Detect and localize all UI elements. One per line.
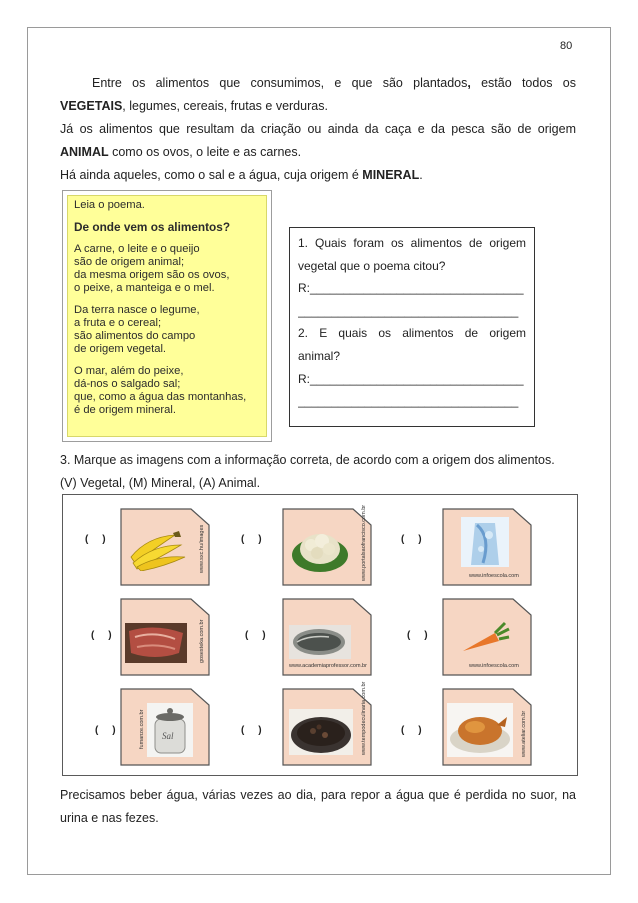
intro-text: Há ainda aqueles, como o sal e a água, cuja origem é	[60, 168, 363, 182]
intro-text: .	[419, 168, 423, 182]
question-1-line-2: vegetal que o poema citou?	[298, 258, 446, 273]
food-card	[441, 507, 533, 587]
food-item-chicken	[401, 687, 561, 773]
poem-content	[67, 195, 267, 437]
cauliflower-image	[291, 525, 349, 573]
image-source: www.tempodeculinaria.com.br	[361, 681, 367, 755]
bananas-image	[127, 527, 187, 571]
poem-box	[62, 190, 272, 442]
image-source: www.infoescola.com	[469, 573, 519, 579]
image-source: www.portalsaofrancisco.com.br	[361, 504, 367, 581]
answer-checkbox[interactable]: ( )	[91, 630, 112, 641]
question-2-line-2: animal?	[298, 348, 341, 363]
poem-line: A carne, o leite e o queijo	[74, 243, 200, 255]
food-item-cauliflower	[241, 504, 401, 593]
food-card	[441, 597, 533, 677]
beans-image	[289, 709, 353, 755]
image-source: www.academiaprofessor.com.br	[289, 663, 367, 669]
food-item-water	[401, 507, 561, 593]
image-source: www.infoescola.com	[469, 663, 519, 669]
answer-2-blank[interactable]: _________________________________	[298, 394, 519, 409]
image-source: fumanze.com.br	[139, 709, 145, 749]
answer-line: ________________________________	[310, 281, 524, 296]
answer-1-blank[interactable]: _________________________________	[298, 303, 519, 318]
poem-line: de origem vegetal.	[74, 343, 167, 355]
animal-keyword: ANIMAL	[60, 145, 109, 159]
intro-line-2	[60, 95, 576, 118]
answer-checkbox[interactable]: ( )	[241, 534, 262, 545]
food-item-meat	[81, 597, 241, 683]
answer-checkbox[interactable]: ( )	[241, 725, 262, 736]
intro-text: Já os alimentos que resultam da criação ou ainda da caça e da pesca são de origem	[60, 122, 576, 136]
image-source: www.ateliar.com.br	[521, 710, 527, 757]
poem-title: De onde vem os alimentos?	[74, 220, 231, 234]
intro-comma: ,	[467, 76, 471, 90]
answer-checkbox[interactable]: ( )	[85, 534, 106, 545]
intro-line-4	[60, 141, 576, 164]
answer-prefix: R:	[298, 371, 310, 386]
food-images-panel	[62, 494, 578, 776]
question-1-line-1: 1. Quais foram os alimentos de origem	[298, 236, 526, 250]
answer-checkbox[interactable]: ( )	[95, 725, 116, 736]
water-image	[461, 517, 509, 567]
poem-line: são alimentos do campo	[74, 330, 196, 342]
meat-image	[125, 623, 187, 663]
food-card	[441, 687, 533, 767]
closing-line-1: Precisamos beber água, várias vezes ao dia, para repor a água que é perdida no suor, na	[60, 788, 576, 802]
poem-line: O mar, além do peixe,	[74, 365, 184, 377]
answer-checkbox[interactable]: ( )	[245, 630, 266, 641]
poem-line: da mesma origem são os ovos,	[74, 269, 230, 281]
food-item-beans	[241, 681, 401, 773]
fish-image	[289, 625, 351, 659]
closing-line-2: urina e nas fezes.	[60, 811, 159, 825]
answer-prefix: R:	[298, 281, 310, 296]
intro-text: estão todos os	[470, 76, 576, 90]
intro-line-3	[60, 118, 576, 141]
vegetais-keyword: VEGETAIS	[60, 99, 123, 113]
intro-text: como os ovos, o leite e as carnes.	[108, 145, 302, 159]
intro-line-5	[60, 164, 576, 187]
poem-line: a fruta e o cereal;	[74, 317, 162, 329]
intro-text: , legumes, cereais, frutas e verduras.	[122, 99, 328, 113]
answer-2-field[interactable]	[298, 368, 526, 391]
food-item-bananas	[81, 507, 241, 593]
poem-lead: Leia o poema.	[74, 199, 145, 211]
poem-line: o peixe, a manteiga e o mel.	[74, 282, 215, 294]
salt-label: Sal	[162, 731, 174, 741]
food-item-salt	[81, 687, 241, 773]
mineral-keyword: MINERAL	[362, 168, 420, 182]
food-card	[119, 507, 211, 587]
food-card	[281, 681, 373, 767]
poem-line: é de origem mineral.	[74, 404, 176, 416]
poem-line: que, como a água das montanhas,	[74, 391, 247, 403]
carrot-image	[455, 619, 511, 657]
exercise-legend: (V) Vegetal, (M) Mineral, (A) Animal.	[60, 476, 261, 490]
food-item-fish	[241, 597, 401, 683]
image-source: www.sxc.hu/images	[199, 524, 205, 573]
answer-checkbox[interactable]: ( )	[407, 630, 428, 641]
food-card	[281, 504, 373, 587]
image-source: gosesteka.com.br	[199, 619, 205, 663]
poem-line: são de origem animal;	[74, 256, 185, 268]
food-card	[281, 597, 373, 677]
questions-box	[289, 227, 535, 427]
chicken-image	[447, 703, 513, 757]
page-number: 80	[560, 40, 573, 52]
food-item-carrot	[401, 597, 561, 683]
poem-line: Da terra nasce o legume,	[74, 304, 200, 316]
salt-image	[147, 703, 193, 757]
food-card	[119, 687, 211, 767]
answer-checkbox[interactable]: ( )	[401, 725, 422, 736]
poem-line: dá-nos o salgado sal;	[74, 378, 181, 390]
answer-1-field[interactable]	[298, 277, 526, 300]
intro-text: Entre os alimentos que consumimos, e que são plantados	[92, 76, 468, 90]
answer-checkbox[interactable]: ( )	[401, 534, 422, 545]
answer-line: ________________________________	[310, 371, 524, 386]
exercise-instruction: 3. Marque as imagens com a informação correta, de acordo com a origem dos alimentos.	[60, 453, 555, 467]
food-card	[119, 597, 211, 677]
intro-line-1	[60, 72, 576, 95]
question-2-line-1: 2. E quais os alimentos de origem	[298, 326, 526, 341]
